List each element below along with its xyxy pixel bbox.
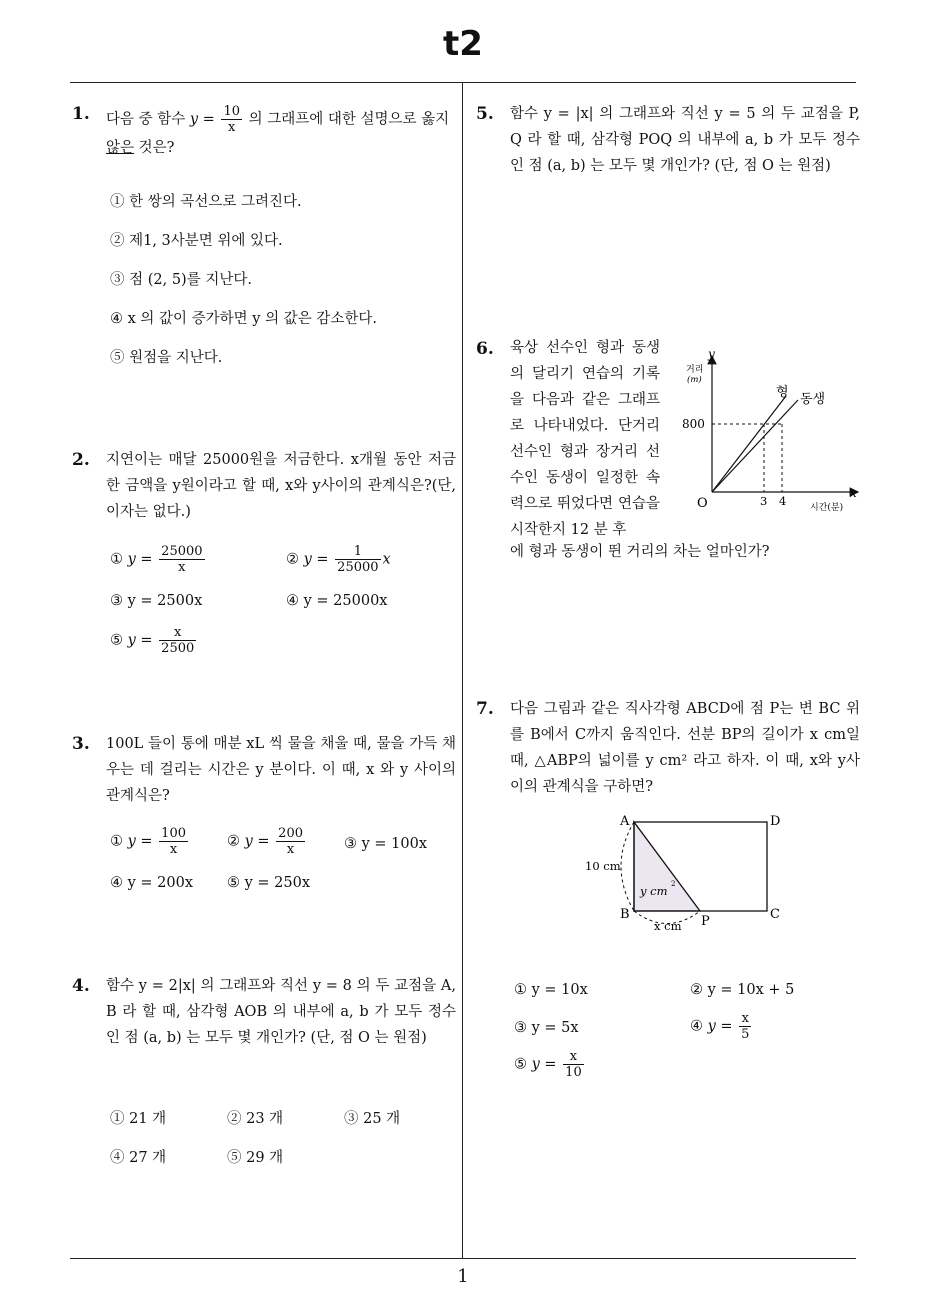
- answer-option[interactable]: ② 제1, 3사분면 위에 있다.: [110, 233, 283, 249]
- vertex-a: A: [620, 814, 630, 829]
- question-text: 100L 들이 통에 매분 xL 씩 물을 채울 때, 물을 가득 채우는 데 걸리는 시간은 y 분이다. 이 때, x 와 y 사이의 관계식은?: [106, 736, 456, 804]
- area-label-exponent: 2: [671, 880, 676, 888]
- question-text-tail: 에 형과 동생이 뛴 거리의 차는 얼마인가?: [510, 544, 770, 560]
- y-axis-var: y: [708, 347, 715, 361]
- vertex-b: B: [620, 907, 630, 922]
- y-axis-unit: (m): [687, 375, 702, 385]
- rectangle-figure: [580, 808, 790, 936]
- vertex-d: D: [770, 814, 781, 829]
- answer-option[interactable]: ③ y = 2500x: [110, 593, 203, 609]
- fraction: $\frac{10}{x}$: [223, 104, 240, 135]
- question-number: 4.: [72, 976, 90, 996]
- page-title: t2: [443, 24, 483, 64]
- answer-option[interactable]: ② 23 개: [227, 1111, 284, 1127]
- line-younger-brother: [712, 400, 798, 492]
- y-tick-label: 800: [682, 417, 705, 431]
- answer-option[interactable]: ① 한 쌍의 곡선으로 그려진다.: [110, 194, 302, 210]
- question-text: 함수 y = 2|x| 의 그래프와 직선 y = 8 의 두 교점을 A, B 라 할 때, 삼각형 AOB 의 내부에 a, b 가 모두 정수인 점 (a, b) 는 모두 몇 개인가? (단, 점 O 는 원점): [106, 978, 456, 1046]
- answer-option[interactable]: ⑤ 원점을 지난다.: [110, 350, 223, 366]
- question-number: 1.: [72, 104, 90, 124]
- line-label-younger: 동생: [800, 392, 826, 407]
- answer-option[interactable]: ① y = 10x: [514, 982, 588, 998]
- answer-option[interactable]: ⑤ y = $\frac{x}{10}$: [514, 1049, 582, 1080]
- area-label: y cm: [640, 884, 668, 898]
- point-p: P: [701, 914, 710, 929]
- question-number: 5.: [476, 104, 494, 124]
- line-label-older: 형: [776, 385, 789, 400]
- x-tick-label: 3: [760, 494, 768, 508]
- answer-option[interactable]: ① y = $\frac{100}{x}$: [110, 826, 186, 857]
- question-text: 육상 선수인 형과 동생의 달리기 연습의 기록을 다음과 같은 그래프로 나타내었다. 단거리 선수인 형과 장거리 선수인 동생이 일정한 속력으로 뛰었다면 연습을 시작한지 12 분 후: [510, 340, 660, 538]
- column-divider: [462, 82, 463, 1258]
- bottom-rule: [70, 1258, 856, 1259]
- origin-label: O: [697, 496, 708, 511]
- vertex-c: C: [770, 907, 780, 922]
- x-axis-var: x: [850, 486, 857, 500]
- answer-option[interactable]: ⑤ y = $\frac{x}{2500}$: [110, 625, 195, 656]
- answer-option[interactable]: ② y = 10x + 5: [690, 982, 795, 998]
- top-rule: [70, 82, 856, 83]
- question-text: 지연이는 매달 25000원을 저금한다. x개월 동안 저금한 금액을 y원이라고 할 때, x와 y사이의 관계식은?(단, 이자는 없다.): [106, 452, 456, 520]
- answer-option[interactable]: ⑤ y = 250x: [227, 875, 311, 891]
- x-tick-label: 4: [779, 494, 787, 508]
- answer-option[interactable]: ④ x 의 값이 증가하면 y 의 값은 감소한다.: [110, 311, 377, 327]
- question-number: 3.: [72, 734, 90, 754]
- question-number: 6.: [476, 339, 494, 359]
- side-brace: [621, 822, 634, 911]
- x-axis-label: 시간(분): [810, 503, 844, 513]
- answer-option[interactable]: ④ y = 200x: [110, 875, 194, 891]
- question-text: 다음 그림과 같은 직사각형 ABCD에 점 P는 변 BC 위를 B에서 C까지 움직인다. 선분 BP의 길이가 x cm일 때, △ABP의 넓이를 y cm² 라고 하자. 이 때, x와 y사이의 관계식을 구하면?: [510, 701, 860, 795]
- answer-option[interactable]: ② y = $\frac{200}{x}$: [227, 826, 303, 857]
- distance-time-graph: [668, 342, 864, 520]
- base-length-label: x cm: [654, 919, 682, 933]
- answer-option[interactable]: ① y = $\frac{25000}{x}$: [110, 544, 203, 575]
- y-axis-label: 거리: [686, 365, 704, 375]
- question-text: 함수 y = |x| 의 그래프와 직선 y = 5 의 두 교점을 P, Q 라 할 때, 삼각형 POQ 의 내부에 a, b 가 모두 정수인 점 (a, b) 는 모두 몇 개인가? (단, 점 O 는 원점): [510, 106, 860, 174]
- answer-option[interactable]: ③ 25 개: [344, 1111, 401, 1127]
- answer-option[interactable]: ③ y = 5x: [514, 1020, 579, 1036]
- page-number: 1: [457, 1266, 469, 1287]
- question-number: 7.: [476, 699, 494, 719]
- answer-option[interactable]: ③ y = 100x: [344, 836, 428, 852]
- answer-option[interactable]: ① 21 개: [110, 1111, 167, 1127]
- answer-option[interactable]: ② y = $\frac{1}{25000}$ x: [286, 544, 391, 575]
- answer-option[interactable]: ③ 점 (2, 5)를 지난다.: [110, 272, 252, 288]
- side-length-label: 10 cm: [585, 859, 621, 873]
- question-number: 2.: [72, 450, 90, 470]
- answer-option[interactable]: ④ y = $\frac{x}{5}$: [690, 1011, 750, 1042]
- answer-option[interactable]: ④ y = 25000x: [286, 593, 388, 609]
- answer-option[interactable]: ⑤ 29 개: [227, 1150, 284, 1166]
- answer-option[interactable]: ④ 27 개: [110, 1150, 167, 1166]
- line-older-brother: [712, 396, 786, 492]
- question-text: 다음 중 함수 y = $\frac{10}{x}$ 의 그래프에 대한 설명으로 옳지 않은 것은?: [106, 104, 450, 156]
